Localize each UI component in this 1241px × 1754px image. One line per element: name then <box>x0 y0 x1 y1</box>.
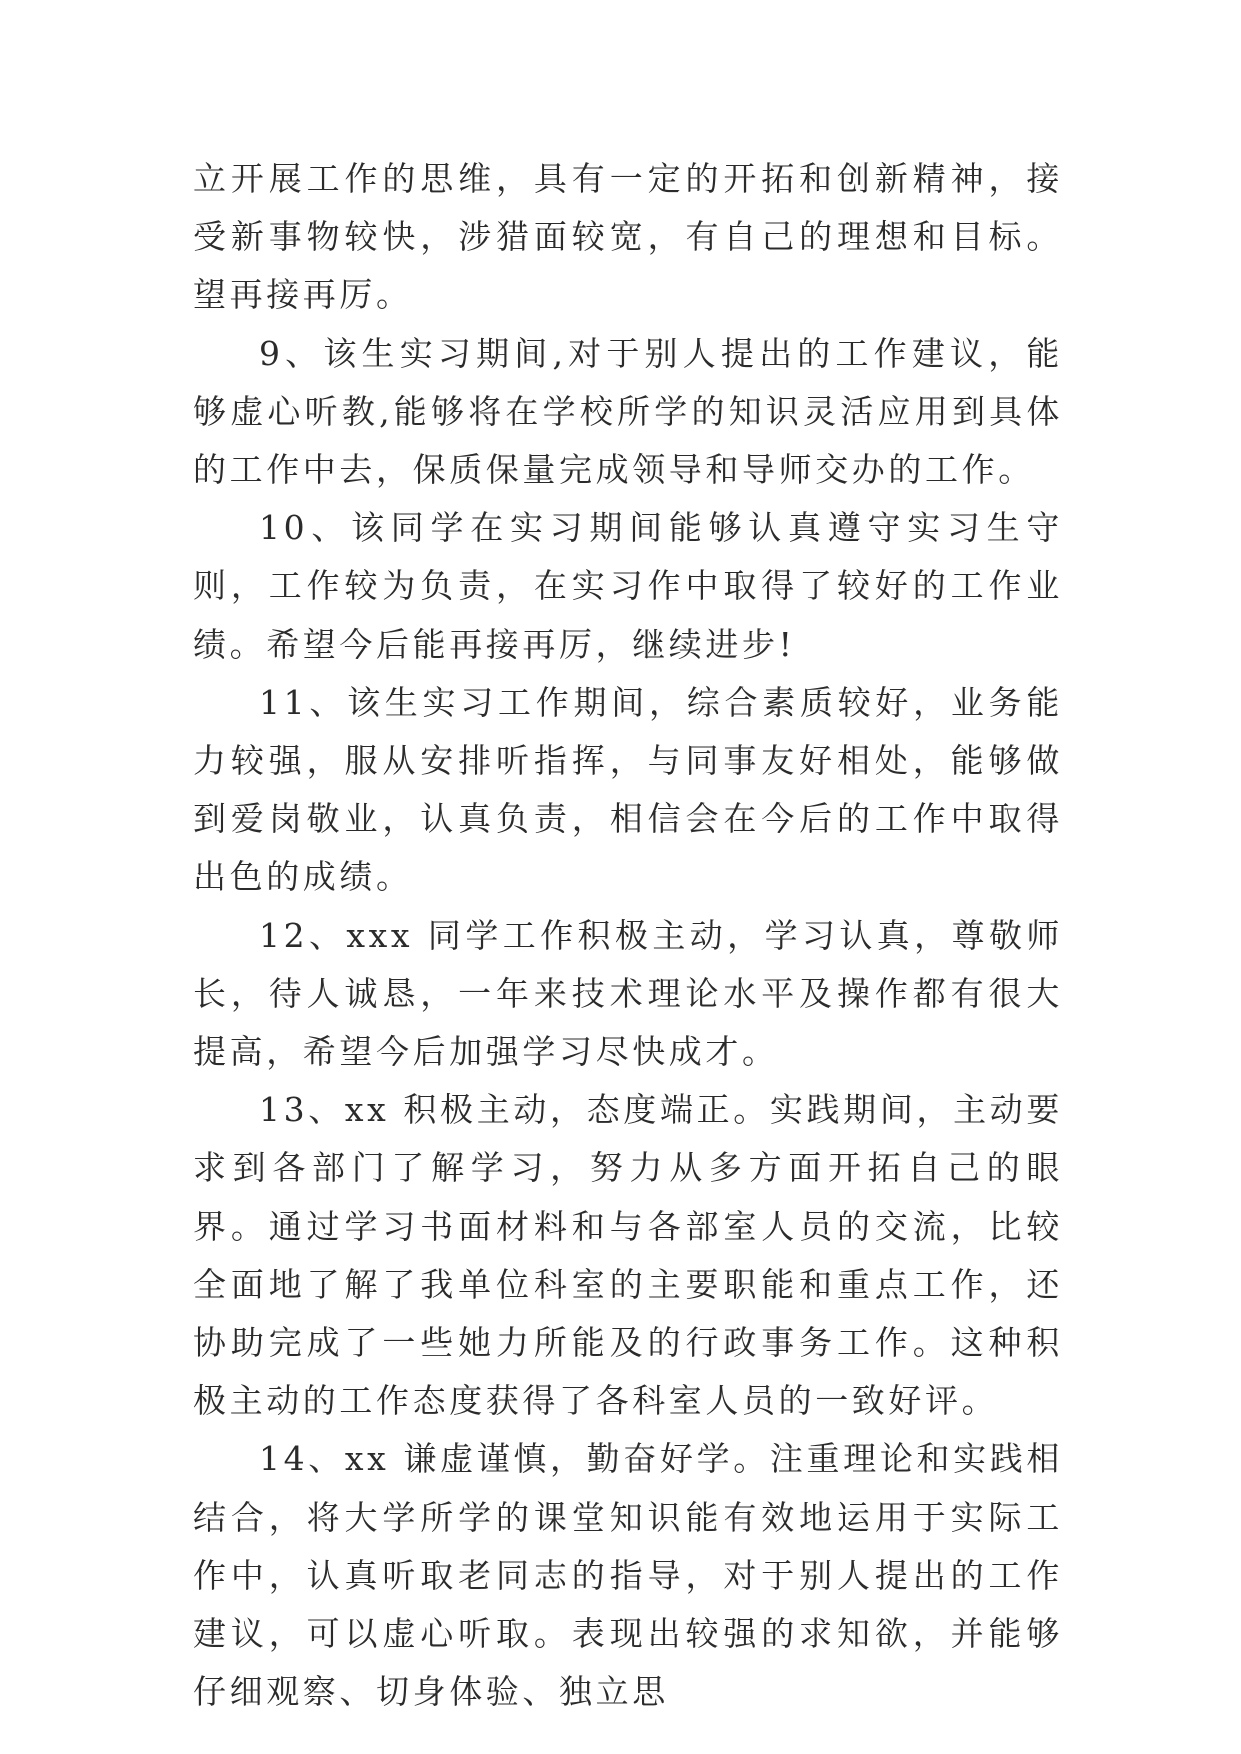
paragraph-item-14: 14、xx 谦虚谨慎，勤奋好学。注重理论和实践相结合，将大学所学的课堂知识能有效地运用于实际工作中，认真听取老同志的指导，对于别人提出的工作建议，可以虚心听取。表现出较强的求知欲，并能够仔细观察、切身体验、独立思 <box>193 1439 1063 1712</box>
paragraph-item-9: 9、该生实习期间,对于别人提出的工作建议，能够虚心听教,能够将在学校所学的知识灵活应用到具体的工作中去，保质保量完成领导和导师交办的工作。 <box>193 333 1063 490</box>
paragraph-item-10: 10、该同学在实习期间能够认真遵守实习生守则，工作较为负责，在实习作中取得了较好的工作业绩。希望今后能再接再厉，继续进步! <box>193 508 1063 664</box>
document-body <box>193 150 1063 1721</box>
paragraph-item-13: 13、xx 积极主动，态度端正。实践期间，主动要求到各部门了解学习，努力从多方面开拓自己的眼界。通过学习书面材料和与各部室人员的交流，比较全面地了解了我单位科室的主要职能和重点工作，还协助完成了一些她力所能及的行政事务工作。这种积极主动的工作态度获得了各科室人员的一致好评。 <box>193 1090 1063 1421</box>
paragraph-continuation: 立开展工作的思维，具有一定的开拓和创新精神，接受新事物较快，涉猎面较宽，有自己的理想和目标。望再接再厉。 <box>193 159 1063 315</box>
paragraph-item-11: 11、该生实习工作期间，综合素质较好，业务能力较强，服从安排听指挥，与同事友好相处，能够做到爱岗敬业，认真负责，相信会在今后的工作中取得出色的成绩。 <box>193 682 1063 897</box>
paragraph-item-12: 12、xxx 同学工作积极主动，学习认真，尊敬师长，待人诚恳，一年来技术理论水平及操作都有很大提高，希望今后加强学习尽快成才。 <box>193 915 1063 1072</box>
